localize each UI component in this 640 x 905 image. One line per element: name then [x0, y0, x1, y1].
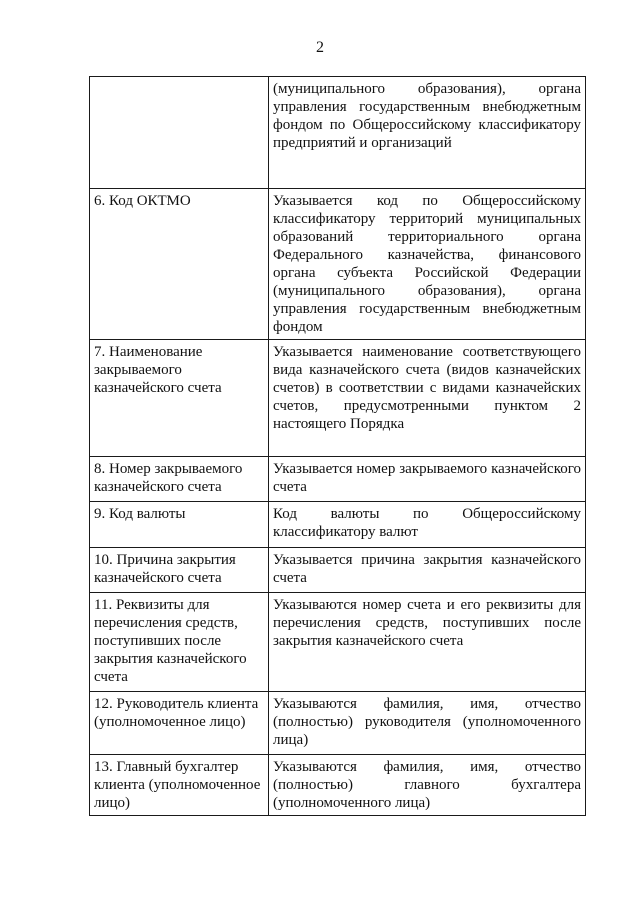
field-name-cell: 12. Руководитель клиента (уполномоченное лицо) [90, 692, 269, 755]
field-name-cell [90, 77, 269, 189]
page-number: 2 [316, 39, 324, 56]
field-name-cell: 7. Наименование закрываемого казначейского счета [90, 340, 269, 457]
field-name-cell: 9. Код валюты [90, 502, 269, 548]
field-name-cell: 6. Код ОКТМО [90, 189, 269, 340]
table-row [90, 548, 586, 593]
table-row [90, 189, 586, 340]
table-row [90, 755, 586, 816]
table-row [90, 692, 586, 755]
field-description-cell: Указываются фамилия, имя, отчество (полностью) главного бухгалтера (уполномоченного лица) [269, 755, 586, 816]
field-description-cell: Указывается наименование соответствующего вида казначейского счета (видов казначейских счетов) в соответствии с видами казначейских счетов, предусмотренными пунктом 2 настоящего Порядка [269, 340, 586, 457]
field-description-cell: Указывается причина закрытия казначейского счета [269, 548, 586, 593]
table-row [90, 593, 586, 692]
table-row [90, 340, 586, 457]
field-description-cell: Код валюты по Общероссийскому классификатору валют [269, 502, 586, 548]
requisites-table [89, 76, 586, 816]
field-description-cell: Указываются фамилия, имя, отчество (полностью) руководителя (уполномоченного лица) [269, 692, 586, 755]
table-row [90, 457, 586, 502]
table-row [90, 77, 586, 189]
field-description-cell: (муниципального образования), органа управления государственным внебюджетным фондом по Общероссийскому классификатору предприятий и организаций [269, 77, 586, 189]
field-name-cell: 8. Номер закрываемого казначейского счета [90, 457, 269, 502]
table-row [90, 502, 586, 548]
field-name-cell: 13. Главный бухгалтер клиента (уполномоченное лицо) [90, 755, 269, 816]
field-description-cell: Указываются номер счета и его реквизиты для перечисления средств, поступивших после закрытия казначейского счета [269, 593, 586, 692]
field-name-cell: 10. Причина закрытия казначейского счета [90, 548, 269, 593]
field-description-cell: Указывается код по Общероссийскому классификатору территорий муниципальных образований территориального органа Федерального казначейства, финансового органа субъекта Российской Федерации (муниципального образования), органа управления государственным внебюджетным фондом [269, 189, 586, 340]
field-name-cell: 11. Реквизиты для перечисления средств, поступивших после закрытия казначейского счета [90, 593, 269, 692]
field-description-cell: Указывается номер закрываемого казначейского счета [269, 457, 586, 502]
